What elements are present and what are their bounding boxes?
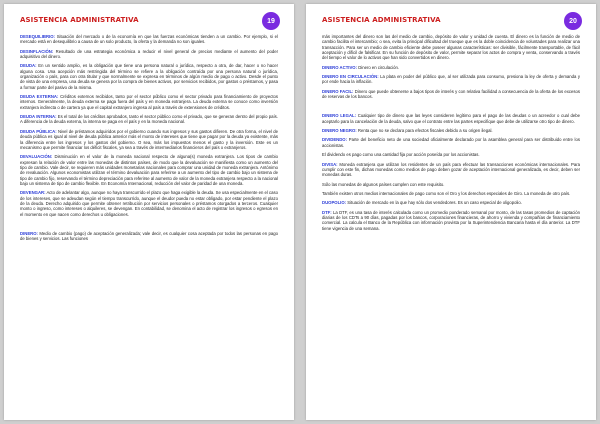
page-number-badge: 19	[262, 12, 280, 30]
glossary-term: DINERO:	[20, 230, 38, 236]
right-page	[306, 4, 596, 420]
glossary-definition: Sólo las monedas de algunos países cumplen con este requisito.	[322, 181, 445, 187]
glossary-term: DESEQUILIBRIO:	[20, 34, 55, 39]
glossary-entry	[20, 34, 278, 45]
page-header-title: ASISTENCIA ADMINISTRATIVA	[20, 16, 139, 24]
glossary-entry	[322, 191, 580, 196]
glossary-definition: La plata en poder del público que, al ser utilizada para consumo, presiona la ley de oferta y demanda y por ende hacia la inflación.	[322, 74, 580, 85]
glossary-term: DINERO NEGRO:	[322, 128, 357, 134]
glossary-term: DINERO ACTIVO:	[322, 64, 358, 70]
glossary-entry	[322, 182, 580, 187]
glossary-term: DIVISA:	[322, 161, 338, 167]
glossary-entry	[20, 114, 278, 125]
glossary-definition: La DTF, es una tasa de interés calculada como un promedio ponderado semanal por monto, de las tasas promedios de captación diarias de los CDTs a 90 días, pagadas por los bancos, corporaciones financieras, de ahorro y vivienda y compañías de financiamiento comercial. La calcula el Banco de la República con información provista por la Superintendencia Bancaria hasta el día anterior. La DTF tiene vigencia de una semana.	[322, 209, 580, 231]
glossary-definition: En un sentido amplio, es la obligación que tiene una persona natural o jurídica, respecto a otra, de dar, hacer o no hacer alguna cosa. Una acepción más restringida del término se refiere a la obligación contraída por una persona natural o jurídica, organización o país, para con otra titular y que normalmente se expresa en términos de algún medio de pago o activo. Desde el punto de vista de una empresa, una deuda se genera por la compra de bienes activos, por servicios recibidos, por gastos o préstamos, y pasa a formar parte del pasivo de la misma.	[20, 63, 278, 90]
glossary-entry	[20, 190, 278, 217]
glossary-definition: Dinero en circulación.	[357, 64, 400, 70]
left-page	[4, 4, 294, 420]
glossary-term: DTF:	[322, 209, 332, 215]
glossary-entry	[322, 128, 580, 133]
glossary-term: DINERO LEGAL:	[322, 113, 357, 119]
glossary-definition: Situación de mercado en la que hay sólo dos vendedores. Es un caso especial de oligopolio.	[346, 200, 522, 206]
glossary-definition: Parte del beneficio neto de una sociedad oficialmente declarado por la asamblea general para ser distribuido entre los accionistas.	[322, 137, 580, 148]
glossary-definition: Resultado de una estrategia económica a reducir el nivel general de precios mediante el aumento del poder adquisitivo del dinero.	[20, 48, 278, 60]
glossary-entry	[322, 89, 580, 100]
glossary-term: DEUDA PÚBLICA:	[20, 128, 57, 134]
glossary-term: DINERO EN CIRCULACIÓN:	[322, 74, 379, 80]
glossary-definition: También existen otros medios internacionales de pago como son el Oro y los derechos especiales de Giro. La moneda de otro país.	[322, 190, 571, 196]
glossary-entry	[322, 200, 580, 205]
glossary-definition: Disminución en el valor de la moneda nacional respecto de alguna(s) moneda extranjera. Los tipos de cambio expresan la relación de valor entre las monedas de distintos países, de modo que la devaluación se manifiesta como un aumento del tipo de cambio. Vale decir, se requieren más unidades monetarias nacionales para comprar una unidad de moneda extranjera. Antónimo de revaluación. Algunos economistas utilizan el término devaluación para referirse a un aumento del tipo de cambio bajo un sistema de tipo de cambio fijo, reservando el término depreciación para referirse al aumento de valor de la moneda extranjera respecto a la nacional bajo un sistema de tipo de cambio flexible. En Economía Internacional, reducción del valor de paridad de una moneda.	[20, 154, 278, 186]
glossary-entry	[20, 49, 278, 60]
glossary-definition: Medio de cambio (pago) de aceptación generalizada; vale decir, es cualquier cosa aceptada por todos las personas en pago de bienes y servicios. Las funciones	[20, 230, 278, 242]
glossary-definition: Nivel de préstamos adquiridos por el gobierno cuando sus ingresos y sus gastos difieren. De otra forma, el nivel de deuda pública es igual al nivel de deuda pública anterior más el monto de intereses que tiene que pagar por la deuda ya existente, más la diferencia entre los ingresos y los gastos del gobierno. O sea, más los impuestos menos el gasto y la inversión. Este es un mecanismo que permite financiar los déficit fiscales, ya sea a través de intermediarios financieros del país o extranjeros.	[20, 128, 278, 150]
left-page-content	[20, 34, 278, 414]
glossary-entry	[20, 231, 278, 242]
glossary-term: DEUDA:	[20, 63, 37, 69]
glossary-entry	[322, 34, 580, 61]
glossary-entry	[322, 137, 580, 148]
right-page-content	[322, 34, 580, 414]
glossary-entry	[322, 152, 580, 157]
glossary-definition: El dividendo es pago como una cantidad fija por acción poseída por los accionistas.	[322, 152, 480, 158]
glossary-definition: más importantes del dinero son las del medio de cambio, depósito de valor y unidad de cuenta. El dinero es la función de medio de cambio facilita el intercambio; o sea, evita la principal dificultad del trueque que es la doble coincidencia de voluntades para realizar una transacción. Para ser un medio de cambio eficiente debe poseer algunas características: ser divisible, fácilmente transportable, de fácil aceptación y difícil de falsificar. En su función de depósito de valor, permite separar los actos de compra y venta, conservando a través del tiempo el valor de lo activos que han sido convertidos en dinero.	[322, 34, 580, 61]
spacer	[20, 221, 278, 231]
glossary-entry	[20, 154, 278, 186]
glossary-definition: Acto de adelantar algo, aunque no haya transcurrido el plazo que haga exigible la deuda. Se usa especialmente en el caso de los intereses, que se adeudan según el tiempo transcurrido, aunque el deudor pueda no estar obligado, por estar pendiente el plazo de la deuda. Derecho adquirido que permite obtener retribución por servicios personales o préstamos otorgados a terceros. Cualquier monto o ingreso, como intereses o alquileres, se devengan. En contabilidad, se denomina el acto de registrar los ingresos o egresos en el momento en que nacen como derechos u obligaciones.	[20, 190, 279, 217]
glossary-definition: Dinero que puede obtenerse a bajos tipos de interés y con relativa facilidad a consecuencia de la oferta de los excesos de reservas de los bancos.	[322, 88, 580, 100]
spacer	[322, 103, 580, 113]
glossary-definition: Situación del mercado o de la economía en que las fuerzas económicas tienden a un cambio. Por ejemplo, si el mercado está en desequilibrio a causa de un solo producto, la oferta y la demanda no son iguales.	[20, 34, 278, 45]
glossary-definition: Es el total de los créditos aprobados, tanto el sector público como el privado, que se generan dentro del propio país. A diferencia de la deuda externa, la interna se paga en el país y en la moneda nacional.	[20, 114, 278, 125]
glossary-definition: Moneda extranjera que utilizan los residentes de un país para efectuar las transacciones económicas internacionales. Para cumplir con este fin, dichas monedas como medios de pago deben gozar de aceptación internacional generalizada, es decir, deben ser monedas duras.	[322, 161, 580, 178]
glossary-term: DIVIDENDO:	[322, 137, 348, 143]
glossary-entry	[20, 129, 278, 150]
page-header-title: ASISTENCIA ADMINISTRATIVA	[322, 16, 441, 24]
glossary-definition: Créditos externos recibidos, tanto por el sector público como el sector privado para financiamiento de proyectos internos. Generalmente, la deuda externa se paga fuera del país y en moneda extranjera. La deuda externa se conoce como inversión extranjera indirecta o de cartera ya que el capital extranjero ingresa al país a través de extensiones de créditos.	[20, 94, 278, 110]
glossary-entry	[322, 210, 580, 231]
glossary-definition: Renta que no se declara para efectos fiscales debido a su origen ilegal.	[356, 128, 493, 134]
glossary-entry	[20, 94, 278, 110]
glossary-definition: Cualquier tipo de dinero que las leyes consideren legítimo para el pago de las deudas o un acreedor o cual debe aceptarlo para la cancelación de la deuda, salvo que el contrato entre las partes especifique que debe de utilizarse otro tipo de dinero.	[322, 113, 581, 124]
glossary-term: DEVALUACIÓN:	[20, 154, 53, 160]
glossary-entry	[322, 74, 580, 85]
glossary-term: DESINFLACIÓN:	[20, 48, 54, 54]
glossary-term: DUOPOLIO:	[322, 200, 347, 206]
glossary-term: DINERO FACIL:	[322, 88, 354, 94]
glossary-term: DEUDA EXTERNA:	[20, 94, 59, 100]
glossary-term: DEUDA INTERNA:	[20, 114, 57, 120]
glossary-term: DEVENGAR:	[20, 190, 46, 196]
glossary-entry	[20, 63, 278, 90]
glossary-entry	[322, 65, 580, 70]
glossary-entry	[322, 113, 580, 124]
page-number-badge: 20	[564, 12, 582, 30]
glossary-entry	[322, 162, 580, 178]
